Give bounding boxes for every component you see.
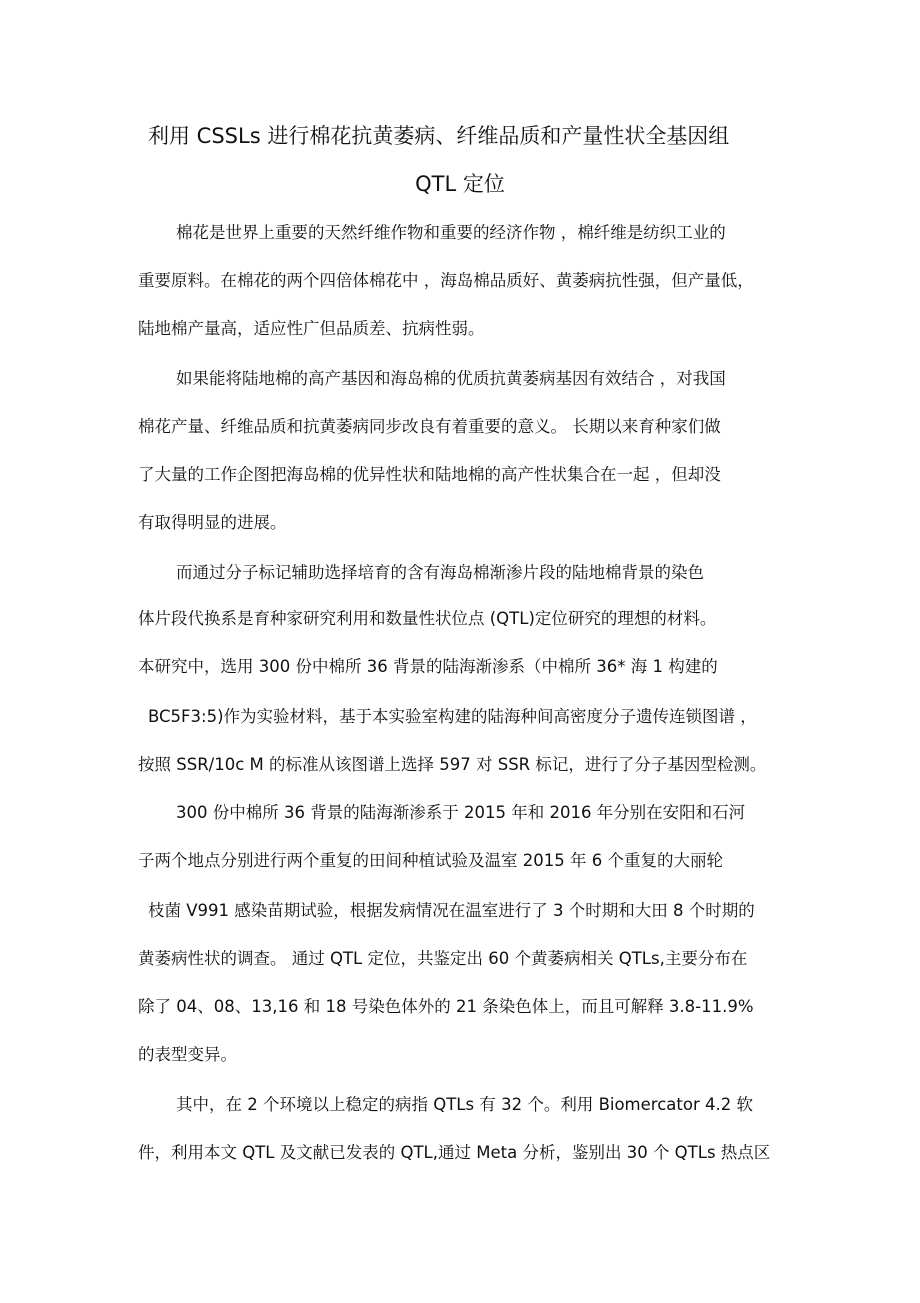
text-line: 枝菌 V991 感染苗期试验，根据发病情况在温室进行了 3 个时期和大田 8 个时期的 bbox=[148, 901, 755, 920]
text-line: 体片段代换系是育种家研究利用和数量性状位点 (QTL)定位研究的理想的材料。 bbox=[138, 609, 717, 628]
text-line: 其中，在 2 个环境以上稳定的病指 QTLs 有 32 个。利用 Biomercator 4.2 软 bbox=[176, 1095, 753, 1114]
title-line-2: QTL 定位 bbox=[415, 172, 505, 196]
text-line: 本研究中，选用 300 份中棉所 36 背景的陆海渐渗系（中棉所 36* 海 1 构建的 bbox=[138, 657, 718, 676]
text-line: 如果能将陆地棉的高产基因和海岛棉的优质抗黄萎病基因有效结合 ，对我国 bbox=[176, 369, 726, 388]
text-line: 件，利用本文 QTL 及文献已发表的 QTL,通过 Meta 分析，鉴别出 30 个 QTLs 热点区 bbox=[138, 1143, 771, 1162]
text-line: 了大量的工作企图把海岛棉的优异性状和陆地棉的高产性状集合在一起 ，但却没 bbox=[138, 465, 721, 484]
text-line: 有取得明显的进展。 bbox=[138, 513, 287, 532]
text-line: 300 份中棉所 36 背景的陆海渐渗系于 2015 年和 2016 年分别在安阳和石河 bbox=[176, 803, 746, 822]
text-line: 除了 04、08、13,16 和 18 号染色体外的 21 条染色体上，而且可解释 3.8-11.9% bbox=[138, 997, 754, 1016]
text-line: 重要原料。在棉花的两个四倍体棉花中 ，海岛棉品质好、黄萎病抗性强，但产量低， bbox=[138, 271, 754, 290]
text-line: 而通过分子标记辅助选择培育的含有海岛棉渐渗片段的陆地棉背景的染色 bbox=[176, 563, 704, 582]
text-line: 的表型变异。 bbox=[138, 1045, 237, 1064]
text-line: 棉花产量、纤维品质和抗黄萎病同步改良有着重要的意义。 长期以来育种家们做 bbox=[138, 417, 721, 436]
text-line: BC5F3:5)作为实验材料，基于本实验室构建的陆海种间高密度分子遗传连锁图谱 ， bbox=[148, 707, 757, 726]
text-line: 陆地棉产量高，适应性广但品质差、抗病性弱。 bbox=[138, 319, 485, 338]
text-line: 棉花是世界上重要的天然纤维作物和重要的经济作物 ，棉纤维是纺织工业的 bbox=[176, 223, 726, 242]
text-line: 黄萎病性状的调查。 通过 QTL 定位，共鉴定出 60 个黄萎病相关 QTLs,主要分布在 bbox=[138, 949, 748, 968]
text-line: 子两个地点分别进行两个重复的田间种植试验及温室 2015 年 6 个重复的大丽轮 bbox=[138, 851, 723, 870]
title-line-1: 利用 CSSLs 进行棉花抗黄萎病、纤维品质和产量性状全基因组 bbox=[148, 124, 730, 148]
text-line: 按照 SSR/10c M 的标准从该图谱上选择 597 对 SSR 标记，进行了分子基因型检测。 bbox=[138, 755, 767, 774]
